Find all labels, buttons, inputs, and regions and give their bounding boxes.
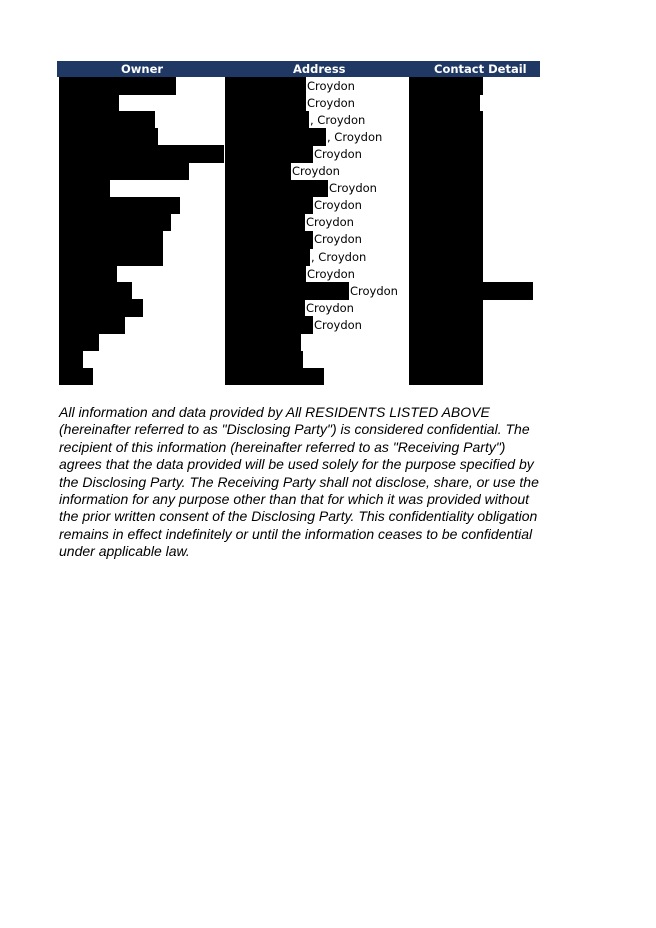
address-visible-text: Croydon	[314, 232, 362, 247]
owner-redaction	[59, 111, 155, 129]
contact-redaction	[409, 265, 483, 283]
owner-column-header: Owner	[121, 62, 164, 76]
address-redaction	[225, 197, 313, 215]
address-redaction	[225, 299, 305, 317]
address-redaction	[225, 248, 310, 266]
address-redaction	[225, 128, 326, 146]
contact-redaction	[409, 282, 533, 300]
address-redaction	[225, 282, 349, 300]
owner-redaction	[59, 282, 132, 300]
owner-redaction	[59, 163, 189, 181]
owner-redaction	[59, 334, 99, 352]
address-redaction	[225, 334, 301, 352]
address-visible-text: Croydon	[306, 300, 354, 315]
address-visible-text: Croydon	[307, 95, 355, 110]
address-redaction	[225, 111, 309, 129]
table-header	[57, 61, 540, 77]
owner-redaction	[59, 145, 224, 163]
contact-redaction	[409, 334, 483, 352]
contact-redaction	[409, 145, 483, 163]
contact-redaction	[409, 94, 480, 112]
address-redaction	[225, 265, 306, 283]
address-redaction	[225, 316, 313, 334]
address-redaction	[225, 351, 303, 369]
contact-redaction	[409, 111, 483, 129]
owner-redaction	[59, 316, 125, 334]
address-visible-text: Croydon	[314, 317, 362, 332]
contact-column-header: Contact Detail	[434, 62, 527, 76]
owner-redaction	[59, 77, 176, 95]
contact-redaction	[409, 231, 483, 249]
address-visible-text: Croydon	[292, 164, 340, 178]
owner-redaction	[59, 231, 163, 249]
address-visible-text: , Croydon	[327, 129, 383, 144]
owner-redaction	[59, 351, 83, 369]
owner-redaction	[59, 299, 143, 317]
address-visible-text: Croydon	[329, 181, 377, 196]
owner-redaction	[59, 368, 93, 386]
owner-redaction	[59, 128, 158, 146]
owner-redaction	[59, 197, 180, 215]
address-redaction	[225, 94, 306, 112]
address-column-header: Address	[293, 62, 346, 76]
address-redaction	[225, 145, 313, 163]
contact-redaction	[409, 163, 483, 181]
address-visible-text: , Croydon	[310, 112, 366, 127]
contact-redaction	[409, 351, 483, 369]
address-redaction	[225, 368, 324, 386]
owner-redaction	[59, 94, 119, 112]
contact-redaction	[409, 197, 483, 215]
address-visible-text: Croydon	[314, 146, 362, 161]
address-redaction	[225, 214, 305, 232]
contact-redaction	[409, 316, 483, 334]
contact-redaction	[409, 128, 483, 146]
contact-redaction	[409, 299, 483, 317]
address-redaction	[225, 180, 328, 198]
address-visible-text: Croydon	[307, 266, 355, 281]
owner-redaction	[59, 248, 163, 266]
address-visible-text: Croydon	[306, 215, 354, 230]
address-redaction	[225, 77, 306, 95]
address-visible-text: Croydon	[350, 283, 398, 298]
address-redaction	[225, 231, 313, 249]
owner-redaction	[59, 265, 117, 283]
address-redaction	[225, 163, 291, 181]
confidentiality-disclaimer: All information and data provided by All RESIDENTS LISTED ABOVE (hereinafter referred to as "Disclosing Party") is considered confidential. The recipient of this information (hereinafter referred to as "Receiving Party") agrees that the data provided will be used solely for the purpose specified by the Disclosing Party. The Receiving Party shall not disclose, share, or use the information for any purpose other than that for which it was provided without the prior written consent of the Disclosing Party. This confidentiality obligation remains in effect indefinitely or until the information ceases to be confidential under applicable law.	[59, 404, 539, 560]
contact-redaction	[409, 214, 483, 232]
owner-redaction	[59, 214, 171, 232]
address-visible-text: , Croydon	[311, 249, 367, 264]
contact-redaction	[409, 248, 483, 266]
owner-redaction	[59, 180, 110, 198]
address-visible-text: Croydon	[314, 198, 362, 213]
contact-redaction	[409, 77, 483, 95]
address-visible-text: Croydon	[307, 78, 355, 93]
contact-redaction	[409, 368, 483, 386]
contact-redaction	[409, 180, 483, 198]
